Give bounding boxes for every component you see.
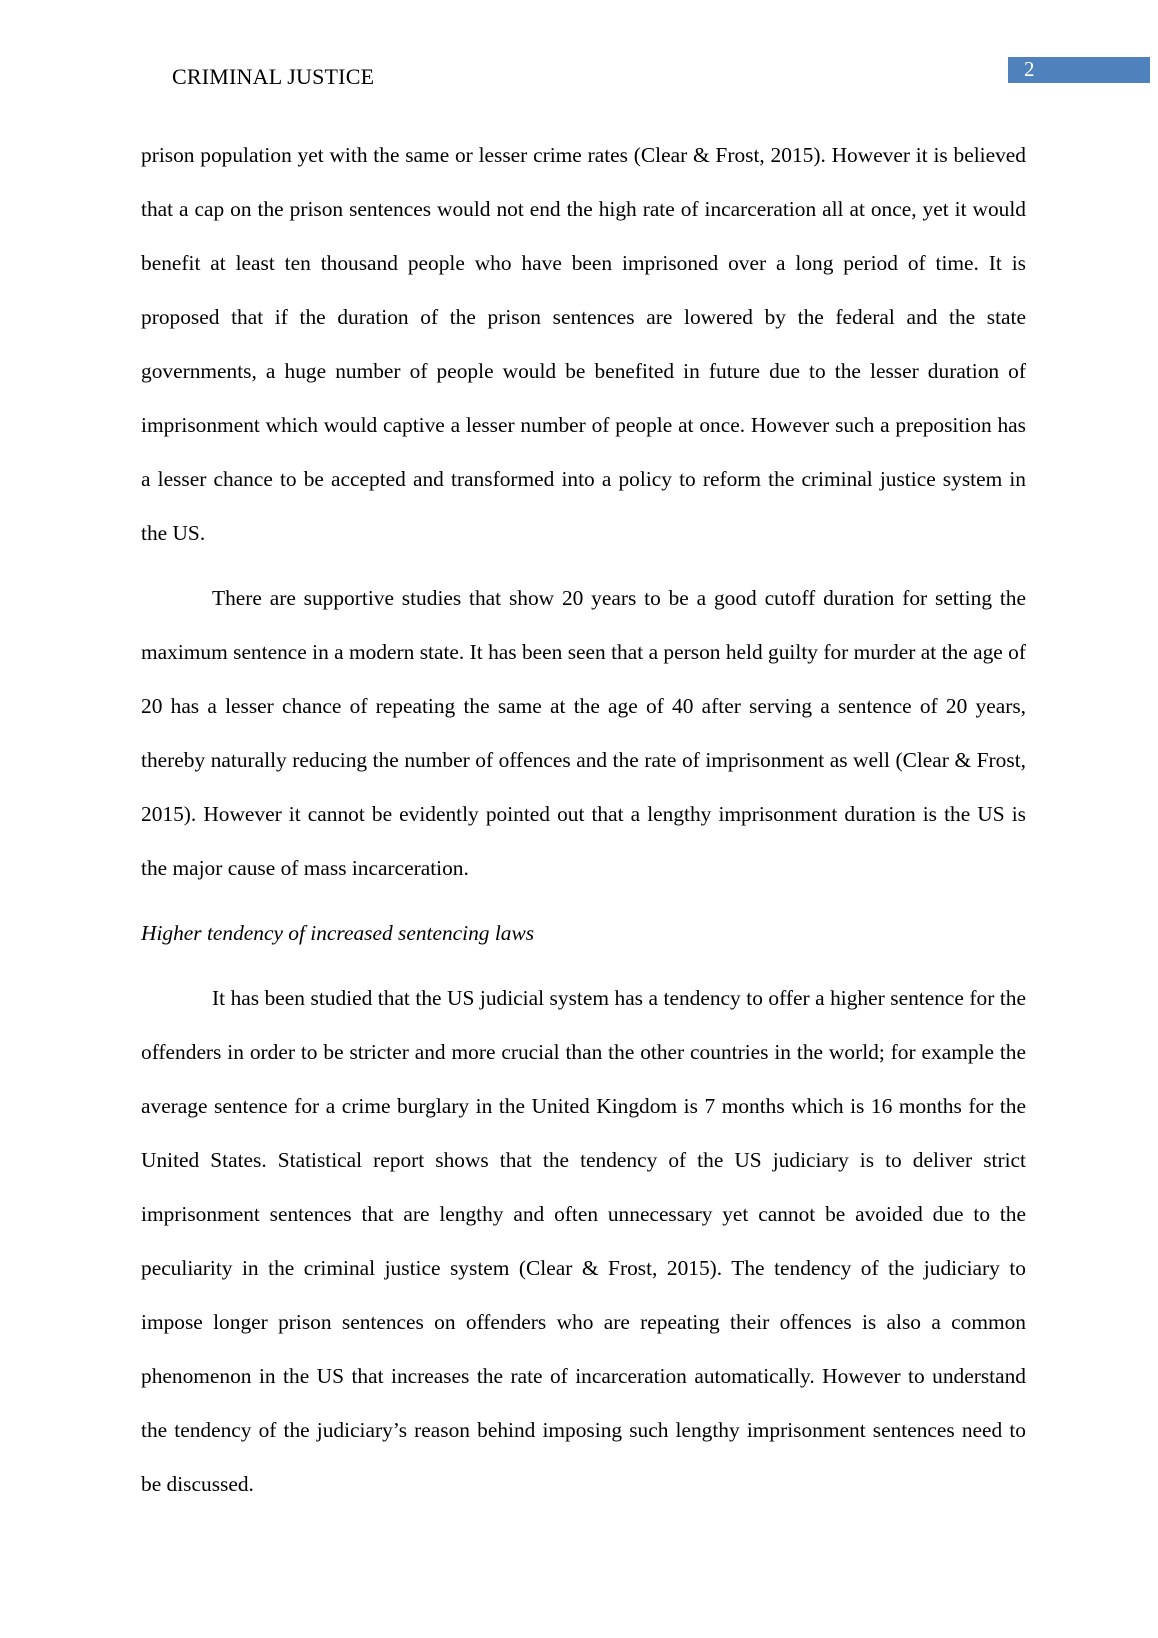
paragraph-spacer: [141, 895, 1026, 906]
paragraph-2: There are supportive studies that show 20 years to be a good cutoff duration for setting the maximum sentence in a modern state. It has been seen that a person held guilty for murder at the age of 20 has a lesser chance of repeating the same at the age of 40 after serving a sentence of 20 years, thereby naturally reducing the number of offences and the rate of imprisonment as well (Clear & Frost, 2015). However it cannot be evidently pointed out that a lengthy imprisonment duration is the US is the major cause of mass incarceration.: [141, 586, 1026, 880]
paragraph-1: prison population yet with the same or lesser crime rates (Clear & Frost, 2015). However it is believed that a cap on the prison sentences would not end the high rate of incarceration all at once, yet it would benefit at least ten thousand people who have been imprisoned over a long period of time. It is proposed that if the duration of the prison sentences are lowered by the federal and the state governments, a huge number of people would be benefited in future due to the lesser duration of imprisonment which would captive a lesser number of people at once. However such a preposition has a lesser chance to be accepted and transformed into a policy to reform the criminal justice system in the US.: [141, 143, 1026, 545]
page-number: 2: [1024, 57, 1035, 81]
paragraph-3: It has been studied that the US judicial system has a tendency to offer a higher sentence for the offenders in order to be stricter and more crucial than the other countries in the world; for example the average sentence for a crime burglary in the United Kingdom is 7 months which is 16 months for the United States. Statistical report shows that the tendency of the US judiciary is to deliver strict imprisonment sentences that are lengthy and often unnecessary yet cannot be avoided due to the peculiarity in the criminal justice system (Clear & Frost, 2015). The tendency of the judiciary to impose longer prison sentences on offenders who are repeating their offences is also a common phenomenon in the US that increases the rate of incarceration automatically. However to understand the tendency of the judiciary’s reason behind imposing such lengthy imprisonment sentences need to be discussed.: [141, 986, 1026, 1496]
body-text: [141, 128, 1026, 1511]
section-heading: Higher tendency of increased sentencing laws: [141, 921, 535, 945]
paragraph-spacer: [141, 960, 1026, 971]
running-head: CRIMINAL JUSTICE: [172, 64, 375, 89]
paragraph-spacer: [141, 560, 1026, 571]
page-number-box: [1008, 57, 1150, 83]
